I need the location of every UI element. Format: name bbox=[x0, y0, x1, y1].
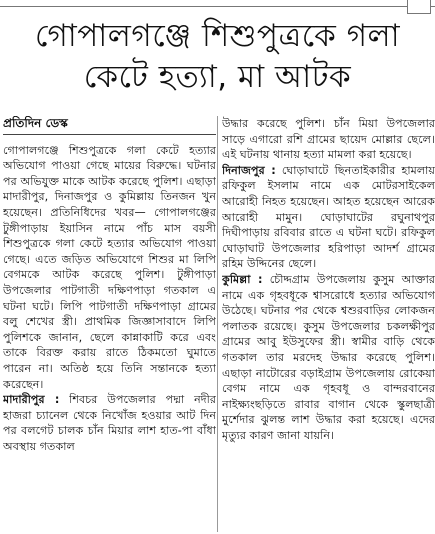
headline bbox=[0, 16, 435, 98]
place-dinajpur: দিনাজপুর : bbox=[222, 163, 276, 177]
text-dinajpur: ঘোড়াঘাটে ছিনতাইকারীর হামলায় রফিকুল ইসলাম নামে এক মোটরসাইকেল আরোহী নিহত হয়েছেন। আহত হয়েছেন আরেক আরোহী মামুন। ঘোড়াঘাটের রঘুনাথপুর দিঘীপাড়ায় রবিবার রাতে এ ঘটনা ঘটে। রফিকুল ঘোড়াঘাট উপজেলার হরিপাড়া আদর্শ গ্রামের রহিম উদ্দিনের ছেলে। bbox=[222, 163, 435, 271]
place-cumilla: কুমিল্লা : bbox=[222, 272, 263, 286]
paragraph-continuation: উদ্ধার করেছে পুলিশ। চাঁন মিয়া উপজেলার সাড়ে এগারো রশি গ্রামের ছায়েদ মোল্লার ছেলে। এই ঘটনায় থানায় হত্যা মামলা করা হয়েছে। bbox=[222, 117, 435, 162]
headline-line-1: গোপালগঞ্জে শিশুপুত্রকে গলা bbox=[34, 18, 401, 54]
column-divider bbox=[217, 116, 218, 532]
byline: প্রতিদিন ডেস্ক bbox=[3, 116, 68, 130]
place-madaripur: মাদারীপুর : bbox=[3, 393, 60, 407]
paragraph-cumilla bbox=[222, 272, 435, 444]
top-rule bbox=[0, 0, 435, 14]
paragraph-madaripur bbox=[3, 392, 216, 454]
byline-rule bbox=[3, 134, 216, 135]
left-column bbox=[3, 116, 216, 532]
top-rule-box bbox=[407, 0, 431, 14]
right-column bbox=[222, 116, 435, 532]
top-rule-line bbox=[0, 6, 435, 7]
paragraph-dinajpur bbox=[222, 163, 435, 272]
headline-line-2: কেটে হত্যা, মা আটক bbox=[83, 59, 352, 95]
text-madaripur: শিবচর উপজেলার পদ্মা নদীর হাজরা চ্যানেল থেকে নিখোঁজ হওয়ার আট দিন পর বলগেট চালক চাঁন মিয়ার লাশ হাত-পা বাঁধা অবস্থায় গতকাল bbox=[3, 393, 216, 453]
paragraph-gopalganj: গোপালগঞ্জে শিশুপুত্রকে গলা কেটে হত্যার অভিযোগ পাওয়া গেছে মায়ের বিরুদ্ধে। ঘটনার পর অভিযুক্ত মাকে আটক করেছে পুলিশ। এছাড়া মাদারীপুর, দিনাজপুর ও কুমিল্লায় তিনজন খুন হয়েছেন। প্রতিনিধিদের খবর— গোপালগঞ্জের টুঙ্গীপাড়ায় ইয়াসিন নামে পাঁচ মাস বয়সী শিশুপুত্রকে গলা কেটে হত্যার অভিযোগ পাওয়া গেছে। এতে জড়িত অভিযোগে শিশুর মা লিপি বেগমকে আটক করেছে পুলিশ। টুঙ্গীপাড়া উপজেলার পাটগাতী দক্ষিণপাড়া গতকাল এ ঘটনা ঘটে। লিপি পাটগাতী দক্ষিণপাড়া গ্রামের বলু শেখের স্ত্রী। প্রাথমিক জিজ্ঞাসাবাদে লিপি পুলিশকে জানান, ছেলে কান্নাকাটি করে এবং তাকে বিরক্ত করায় রাতে ঠিকমতো ঘুমাতে পারেন না। অতিষ্ঠ হয়ে তিনি সন্তানকে হত্যা করেছেন। bbox=[3, 143, 216, 391]
text-cumilla: চৌদ্দগ্রাম উপজেলায় কুসুম আক্তার নামে এক গৃহবধূকে শ্বাসরোধে হত্যার অভিযোগ উঠেছে। ঘটনার পর থেকে শ্বশুরবাড়ির লোকজন পলাতক রয়েছে। কুসুম উপজেলার চকলক্ষীপুর গ্রামের আবু ইউসুফের স্ত্রী। স্বামীর বাড়ি থেকে গতকাল তার মরদেহ উদ্ধার করেছে পুলিশ। এছাড়া নাটোরের বড়াইগ্রাম উপজেলায় রোকেয়া বেগম নামে এক গৃহবধূ ও বান্দরবানের নাইক্ষ্যংছড়িতে রাবার বাগান থেকে স্কুলছাত্রী মুর্শেদার ঝুলন্ত লাশ উদ্ধার করা হয়েছে। এদের মৃত্যুর কারণ জানা যায়নি। bbox=[222, 272, 435, 442]
